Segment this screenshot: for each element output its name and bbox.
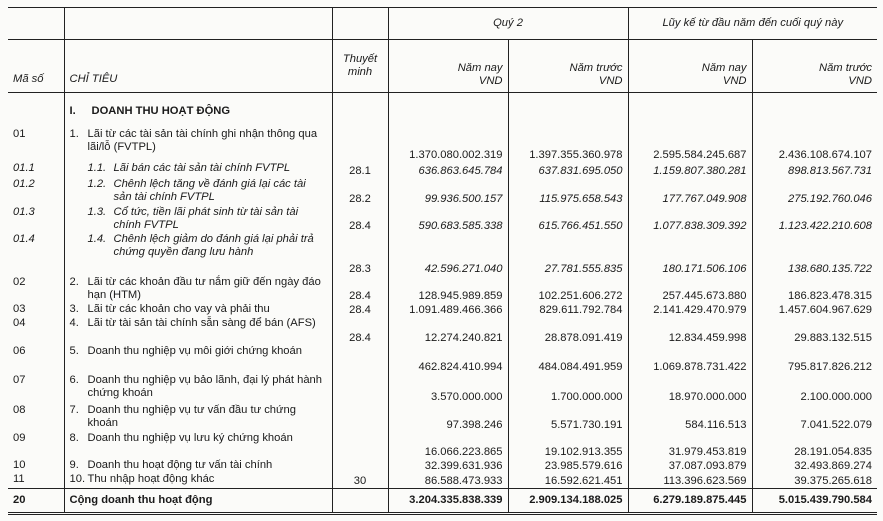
row-label xyxy=(64,162,332,178)
row-number: 1. xyxy=(69,128,79,141)
row-number: 1.3. xyxy=(87,205,107,218)
row-q-prev: 19.102.913.355 xyxy=(508,432,628,460)
row-q-now: 590.683.585.338 xyxy=(388,206,508,234)
row-code: 09 xyxy=(13,431,26,444)
row-label-text: Doanh thu hoạt động tư vấn tài chính xyxy=(87,459,273,472)
row-code: 04 xyxy=(13,317,26,330)
row-note: 28.3 xyxy=(332,233,388,275)
row-label-text: Lãi bán các tài sản tài chính FVTPL xyxy=(113,162,291,175)
row-q-now: 86.588.473.933 xyxy=(388,473,508,488)
row-label-text: Doanh thu nghiệp vụ bảo lãnh, đại lý phát hành chứng khoán xyxy=(87,374,323,400)
row-note: 28.4 xyxy=(332,206,388,234)
header-note: Thuyết minh xyxy=(332,39,388,92)
row-q-now: 636.863.645.784 xyxy=(388,162,508,178)
row-q-now: 1.370.080.002.319 xyxy=(388,128,508,162)
row-c-prev: 2.436.108.674.107 xyxy=(752,128,877,162)
row-label xyxy=(64,459,332,473)
row-number: 4. xyxy=(69,317,79,330)
row-label xyxy=(64,206,332,234)
row-label-text: Chênh lệch tăng về đánh giá lại các tài sản tài chính FVTPL xyxy=(113,178,306,204)
row-c-now: 1.159.807.380.281 xyxy=(628,162,752,178)
row-label-wrap xyxy=(70,459,327,472)
row-code: 01 xyxy=(13,128,26,141)
header-blank-note xyxy=(332,8,388,40)
row-code: 08 xyxy=(13,404,26,417)
row-c-prev: 186.823.478.315 xyxy=(752,276,877,304)
row-c-now: 177.767.049.908 xyxy=(628,178,752,206)
section-roman: I. xyxy=(69,104,76,117)
row-c-now: 584.116.513 xyxy=(628,404,752,432)
row-q-prev: 484.084.491.959 xyxy=(508,345,628,375)
row-label-text: Chênh lệch giảm do đánh giá lại phải trả chứng quyền đang lưu hành xyxy=(113,233,314,259)
row-number: 1.2. xyxy=(87,178,107,191)
row-c-prev: 795.817.826.212 xyxy=(752,345,877,375)
row-q-now: 3.570.000.000 xyxy=(388,374,508,404)
header-q-prev xyxy=(508,39,628,92)
row-number: 1.4. xyxy=(87,233,107,246)
total-code: 20 xyxy=(8,488,64,513)
header-quarter: Quý 2 xyxy=(388,8,628,40)
row-label-wrap xyxy=(70,345,327,358)
table-row xyxy=(8,404,877,432)
total-c-now: 6.279.189.875.445 xyxy=(628,488,752,513)
total-q-prev: 2.909.134.188.025 xyxy=(508,488,628,513)
section-c-now xyxy=(628,92,752,128)
total-c-prev: 5.015.439.790.584 xyxy=(752,488,877,513)
row-q-now: 16.066.223.865 xyxy=(388,432,508,460)
row-c-now: 31.979.453.819 xyxy=(628,432,752,460)
row-indent xyxy=(70,162,88,175)
row-label-wrap xyxy=(70,432,327,445)
row-label xyxy=(64,374,332,404)
row-number: 7. xyxy=(69,404,79,417)
row-note: 28.4 xyxy=(332,317,388,345)
header-c-now xyxy=(628,39,752,92)
row-q-prev: 637.831.695.050 xyxy=(508,162,628,178)
row-c-now: 2.595.584.245.687 xyxy=(628,128,752,162)
table-body xyxy=(8,128,877,488)
table-row xyxy=(8,374,877,404)
header-cumulative: Lũy kế từ đầu năm đến cuối quý này xyxy=(628,8,877,40)
table-row xyxy=(8,473,877,488)
row-code: 01.1 xyxy=(13,162,35,175)
header-c-now-text: Năm nay VND xyxy=(701,61,747,87)
row-q-now: 1.091.489.466.366 xyxy=(388,303,508,317)
row-label-wrap xyxy=(70,128,327,154)
row-note xyxy=(332,345,388,375)
row-label-text: Doanh thu nghiệp vụ lưu ký chứng khoán xyxy=(87,431,293,444)
row-number: 3. xyxy=(69,303,79,316)
row-label xyxy=(64,128,332,162)
row-note xyxy=(332,459,388,473)
header-c-prev xyxy=(752,39,877,92)
row-label-wrap xyxy=(70,178,327,204)
row-label-text: Cổ tức, tiền lãi phát sinh từ tài sản tài chính FVTPL xyxy=(113,205,299,231)
header-q-now-text: Năm nay VND xyxy=(457,61,503,87)
row-note: 28.4 xyxy=(332,276,388,304)
row-number: 8. xyxy=(69,431,79,444)
row-label xyxy=(64,178,332,206)
row-label-text: Doanh thu nghiệp vụ tư vấn đầu tư chứng khoán xyxy=(87,404,296,430)
row-q-prev: 1.700.000.000 xyxy=(508,374,628,404)
row-q-prev: 102.251.606.272 xyxy=(508,276,628,304)
table-row xyxy=(8,128,877,162)
row-label-text: Lãi từ tài sản tài chính sẵn sàng để bán (AFS) xyxy=(87,317,316,330)
row-label xyxy=(64,345,332,375)
row-c-now: 37.087.093.879 xyxy=(628,459,752,473)
total-note xyxy=(332,488,388,513)
row-q-now: 99.936.500.157 xyxy=(388,178,508,206)
table-row xyxy=(8,459,877,473)
header-code: Mã số xyxy=(8,39,64,92)
row-c-now: 113.396.623.569 xyxy=(628,473,752,488)
table-row xyxy=(8,303,877,317)
row-label xyxy=(64,276,332,304)
row-label xyxy=(64,432,332,460)
row-c-now: 180.171.506.106 xyxy=(628,233,752,275)
row-label-text: Lãi từ các khoản đầu tư nắm giữ đến ngày đáo hạn (HTM) xyxy=(87,275,321,301)
row-q-prev: 115.975.658.543 xyxy=(508,178,628,206)
row-q-prev: 1.397.355.360.978 xyxy=(508,128,628,162)
row-label-wrap xyxy=(70,233,327,259)
row-q-now: 97.398.246 xyxy=(388,404,508,432)
row-q-prev: 28.878.091.419 xyxy=(508,317,628,345)
row-label-text: Lãi từ các tài sản tài chính ghi nhận thông qua lãi/lỗ (FVTPL) xyxy=(87,128,318,154)
row-label-wrap xyxy=(70,206,327,232)
row-code: 02 xyxy=(13,275,26,288)
row-label xyxy=(64,233,332,275)
table-row xyxy=(8,432,877,460)
row-note: 28.1 xyxy=(332,162,388,178)
row-note xyxy=(332,128,388,162)
row-q-prev: 16.592.621.451 xyxy=(508,473,628,488)
row-c-prev: 39.375.265.618 xyxy=(752,473,877,488)
row-label-text: Lãi từ các khoản cho vay và phải thu xyxy=(87,303,270,316)
row-code: 06 xyxy=(13,344,26,357)
row-c-prev: 28.191.054.835 xyxy=(752,432,877,460)
row-number: 9. xyxy=(69,459,79,472)
row-label-wrap xyxy=(70,317,327,330)
row-code: 01.2 xyxy=(13,178,35,191)
section-title-text: DOANH THU HOẠT ĐỘNG xyxy=(91,104,231,117)
row-code: 11 xyxy=(13,473,25,486)
row-q-now: 12.274.240.821 xyxy=(388,317,508,345)
section-code xyxy=(8,92,64,128)
row-label-wrap xyxy=(70,303,327,316)
row-code: 01.3 xyxy=(13,205,35,218)
row-label xyxy=(64,404,332,432)
row-c-prev: 1.457.604.967.629 xyxy=(752,303,877,317)
table-row xyxy=(8,345,877,375)
row-q-prev: 23.985.579.616 xyxy=(508,459,628,473)
section-c-prev xyxy=(752,92,877,128)
row-q-now: 128.945.989.859 xyxy=(388,276,508,304)
header-blank-label xyxy=(64,8,332,40)
section-q-now xyxy=(388,92,508,128)
row-q-prev: 829.611.792.784 xyxy=(508,303,628,317)
row-c-now: 2.141.429.470.979 xyxy=(628,303,752,317)
row-indent xyxy=(70,178,88,204)
table-row xyxy=(8,206,877,234)
row-q-now: 462.824.410.994 xyxy=(388,345,508,375)
total-q-now: 3.204.335.838.339 xyxy=(388,488,508,513)
row-label xyxy=(64,317,332,345)
row-c-prev: 2.100.000.000 xyxy=(752,374,877,404)
row-c-prev: 7.041.522.079 xyxy=(752,404,877,432)
row-c-prev: 1.123.422.210.608 xyxy=(752,206,877,234)
row-c-now: 1.069.878.731.422 xyxy=(628,345,752,375)
row-label-wrap xyxy=(70,276,327,302)
row-number: 5. xyxy=(69,344,79,357)
row-label-wrap xyxy=(70,404,327,430)
total-row xyxy=(8,488,877,513)
table-row xyxy=(8,317,877,345)
header-c-prev-text: Năm trước VND xyxy=(819,61,873,87)
table-row xyxy=(8,162,877,178)
total-label: Cộng doanh thu hoạt động xyxy=(64,488,332,513)
row-note xyxy=(332,374,388,404)
section-q-prev xyxy=(508,92,628,128)
row-label-wrap xyxy=(70,374,327,400)
row-c-now: 1.077.838.309.392 xyxy=(628,206,752,234)
row-q-prev: 615.766.451.550 xyxy=(508,206,628,234)
row-number: 10. xyxy=(69,473,86,486)
row-c-prev: 32.493.869.274 xyxy=(752,459,877,473)
header-item: CHỈ TIÊU xyxy=(64,39,332,92)
row-code: 07 xyxy=(13,374,26,387)
row-c-now: 18.970.000.000 xyxy=(628,374,752,404)
row-c-now: 257.445.673.880 xyxy=(628,276,752,304)
row-note: 28.4 xyxy=(332,303,388,317)
section-title xyxy=(64,92,332,128)
table-row xyxy=(8,178,877,206)
row-label-wrap xyxy=(70,162,327,175)
row-q-now: 32.399.631.936 xyxy=(388,459,508,473)
row-q-now: 42.596.271.040 xyxy=(388,233,508,275)
header-blank-code xyxy=(8,8,64,40)
row-label-text: Doanh thu nghiệp vụ môi giới chứng khoán xyxy=(87,344,302,357)
row-code: 01.4 xyxy=(13,233,35,246)
table-row xyxy=(8,233,877,275)
row-indent xyxy=(70,233,88,259)
header-q-prev-text: Năm trước VND xyxy=(569,61,623,87)
row-number: 6. xyxy=(69,374,79,387)
header-q-now xyxy=(388,39,508,92)
row-c-now: 12.834.459.998 xyxy=(628,317,752,345)
row-note: 28.2 xyxy=(332,178,388,206)
row-code: 10 xyxy=(13,459,26,472)
revenue-table xyxy=(8,7,877,515)
row-note: 30 xyxy=(332,473,388,488)
row-q-prev: 27.781.555.835 xyxy=(508,233,628,275)
row-c-prev: 275.192.760.046 xyxy=(752,178,877,206)
row-label-wrap xyxy=(70,473,327,486)
row-indent xyxy=(70,206,88,232)
section-note xyxy=(332,92,388,128)
row-label xyxy=(64,303,332,317)
row-note xyxy=(332,404,388,432)
row-code: 03 xyxy=(13,303,26,316)
row-c-prev: 29.883.132.515 xyxy=(752,317,877,345)
row-c-prev: 138.680.135.722 xyxy=(752,233,877,275)
table-row xyxy=(8,276,877,304)
row-c-prev: 898.813.567.731 xyxy=(752,162,877,178)
row-label-text: Thu nhập hoạt động khác xyxy=(87,473,215,486)
row-number: 2. xyxy=(69,275,79,288)
row-note xyxy=(332,432,388,460)
row-number: 1.1. xyxy=(87,162,107,175)
row-label xyxy=(64,473,332,488)
row-q-prev: 5.571.730.191 xyxy=(508,404,628,432)
